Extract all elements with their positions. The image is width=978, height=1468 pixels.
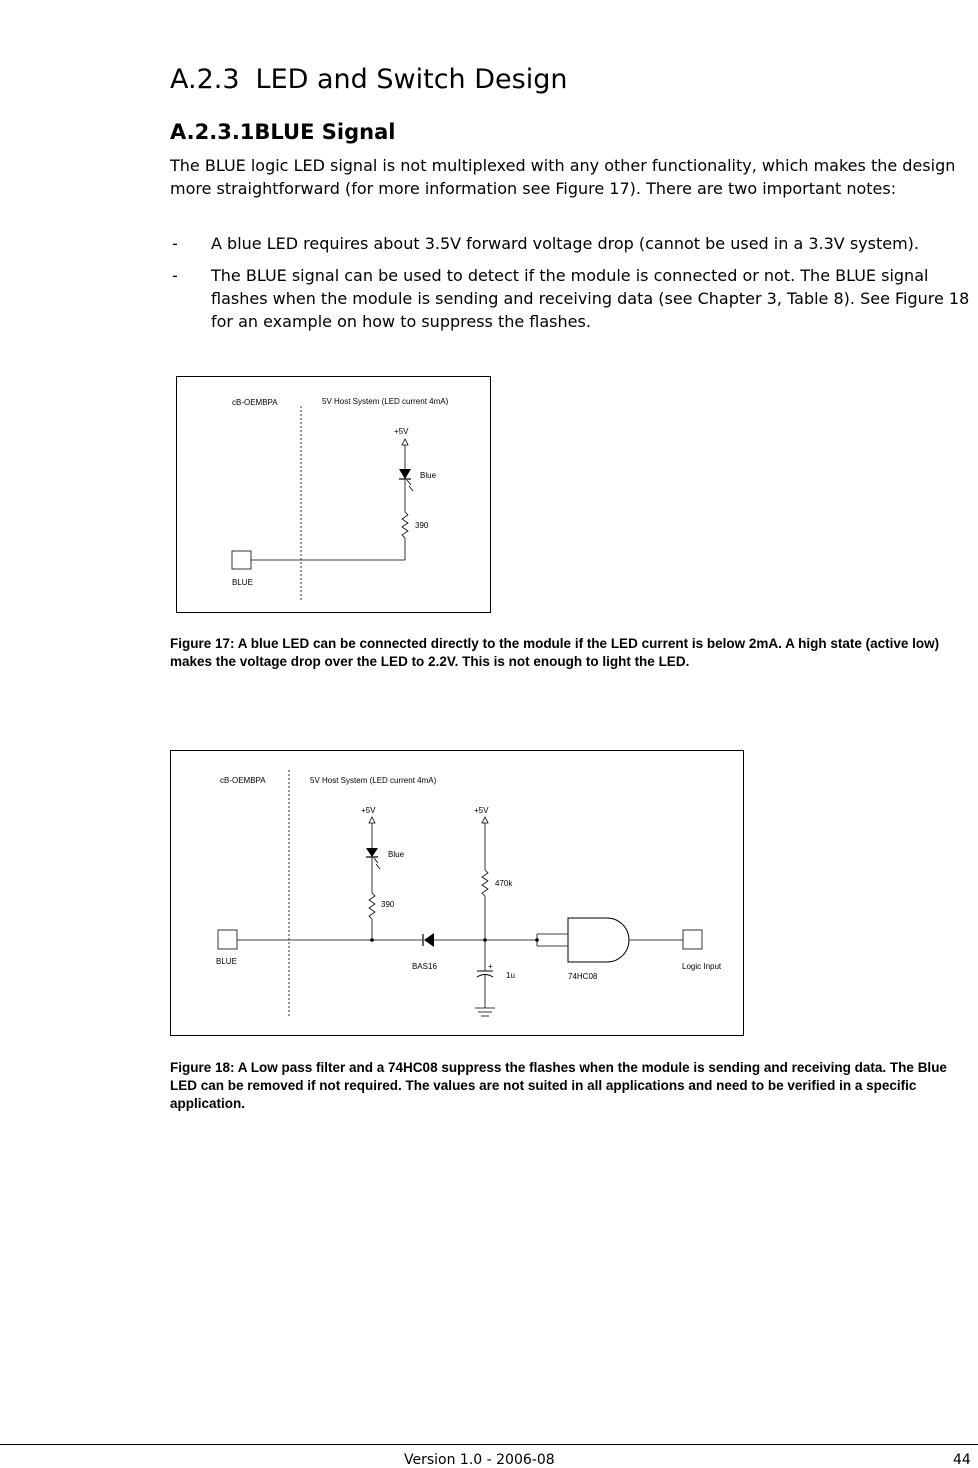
blue-pin-pad <box>218 930 237 949</box>
bullet-text: A blue LED requires about 3.5V forward voltage drop (cannot be used in a 3.3V system). <box>211 234 920 253</box>
cap-label: 1u <box>506 971 515 980</box>
junction-dot <box>370 938 374 942</box>
output-label: Logic Input <box>682 962 722 971</box>
host-label: 5V Host System (LED current 4mA) <box>322 397 449 406</box>
bullet-marker: - <box>172 234 178 253</box>
supply-2-label: +5V <box>474 806 489 815</box>
logic-input-pad <box>683 930 702 949</box>
figure-frame <box>171 751 744 1036</box>
bullet-text: The BLUE signal can be used to detect if the module is connected or not. The BLUE signal flashes when the module is sending and receiving data (see Chapter 3, Table 8). See Figure 18 for an example on how to suppress the flashes. <box>211 266 970 331</box>
module-label: cB-OEMBPA <box>220 776 266 785</box>
bullet-marker: - <box>172 266 178 285</box>
resistor-label: 390 <box>415 521 429 530</box>
cap-plus-label: + <box>488 962 493 971</box>
led-label: Blue <box>388 850 405 859</box>
figure-frame <box>177 377 491 613</box>
page-number: 44 <box>953 1452 971 1468</box>
footer-divider <box>0 1444 978 1445</box>
supply-1-label: +5V <box>361 806 376 815</box>
figure-18-schematic <box>170 750 744 1036</box>
pin-label: BLUE <box>232 578 253 587</box>
intro-paragraph: The BLUE logic LED signal is not multiplexed with any other functionality, which makes the design more straightforward (for more information see Figure 17). There are two important notes: <box>170 156 956 198</box>
footer-version: Version 1.0 - 2006-08 <box>404 1452 555 1468</box>
blue-pin-pad <box>232 551 251 569</box>
subsection-heading: A.2.3.1BLUE Signal <box>170 120 396 144</box>
led-label: Blue <box>420 471 437 480</box>
section-number: A.2.3 <box>170 64 240 95</box>
resistor-1-label: 390 <box>381 900 395 909</box>
figure-17-schematic <box>176 376 491 613</box>
module-label: cB-OEMBPA <box>232 398 278 407</box>
figure-18-caption: Figure 18: A Low pass filter and a 74HC08 suppress the flashes when the module is sending and receiving data. The Blue LED can be removed if not required. The values are not suited in all applications and need to be verified in a specific application. <box>170 1060 947 1111</box>
pin-label: BLUE <box>216 957 237 966</box>
section-title: LED and Switch Design <box>255 64 568 95</box>
figure-17-caption: Figure 17: A blue LED can be connected directly to the module if the LED current is below 2mA. A high state (active low) makes the voltage drop over the LED to 2.2V. This is not enough to light the LED. <box>170 636 940 669</box>
diode-label: BAS16 <box>412 962 437 971</box>
host-label: 5V Host System (LED current 4mA) <box>310 776 437 785</box>
resistor-2-label: 470k <box>495 879 513 888</box>
and-gate-icon <box>568 918 629 962</box>
gate-label: 74HC08 <box>568 972 598 981</box>
section-heading <box>170 64 567 95</box>
supply-label: +5V <box>394 427 409 436</box>
